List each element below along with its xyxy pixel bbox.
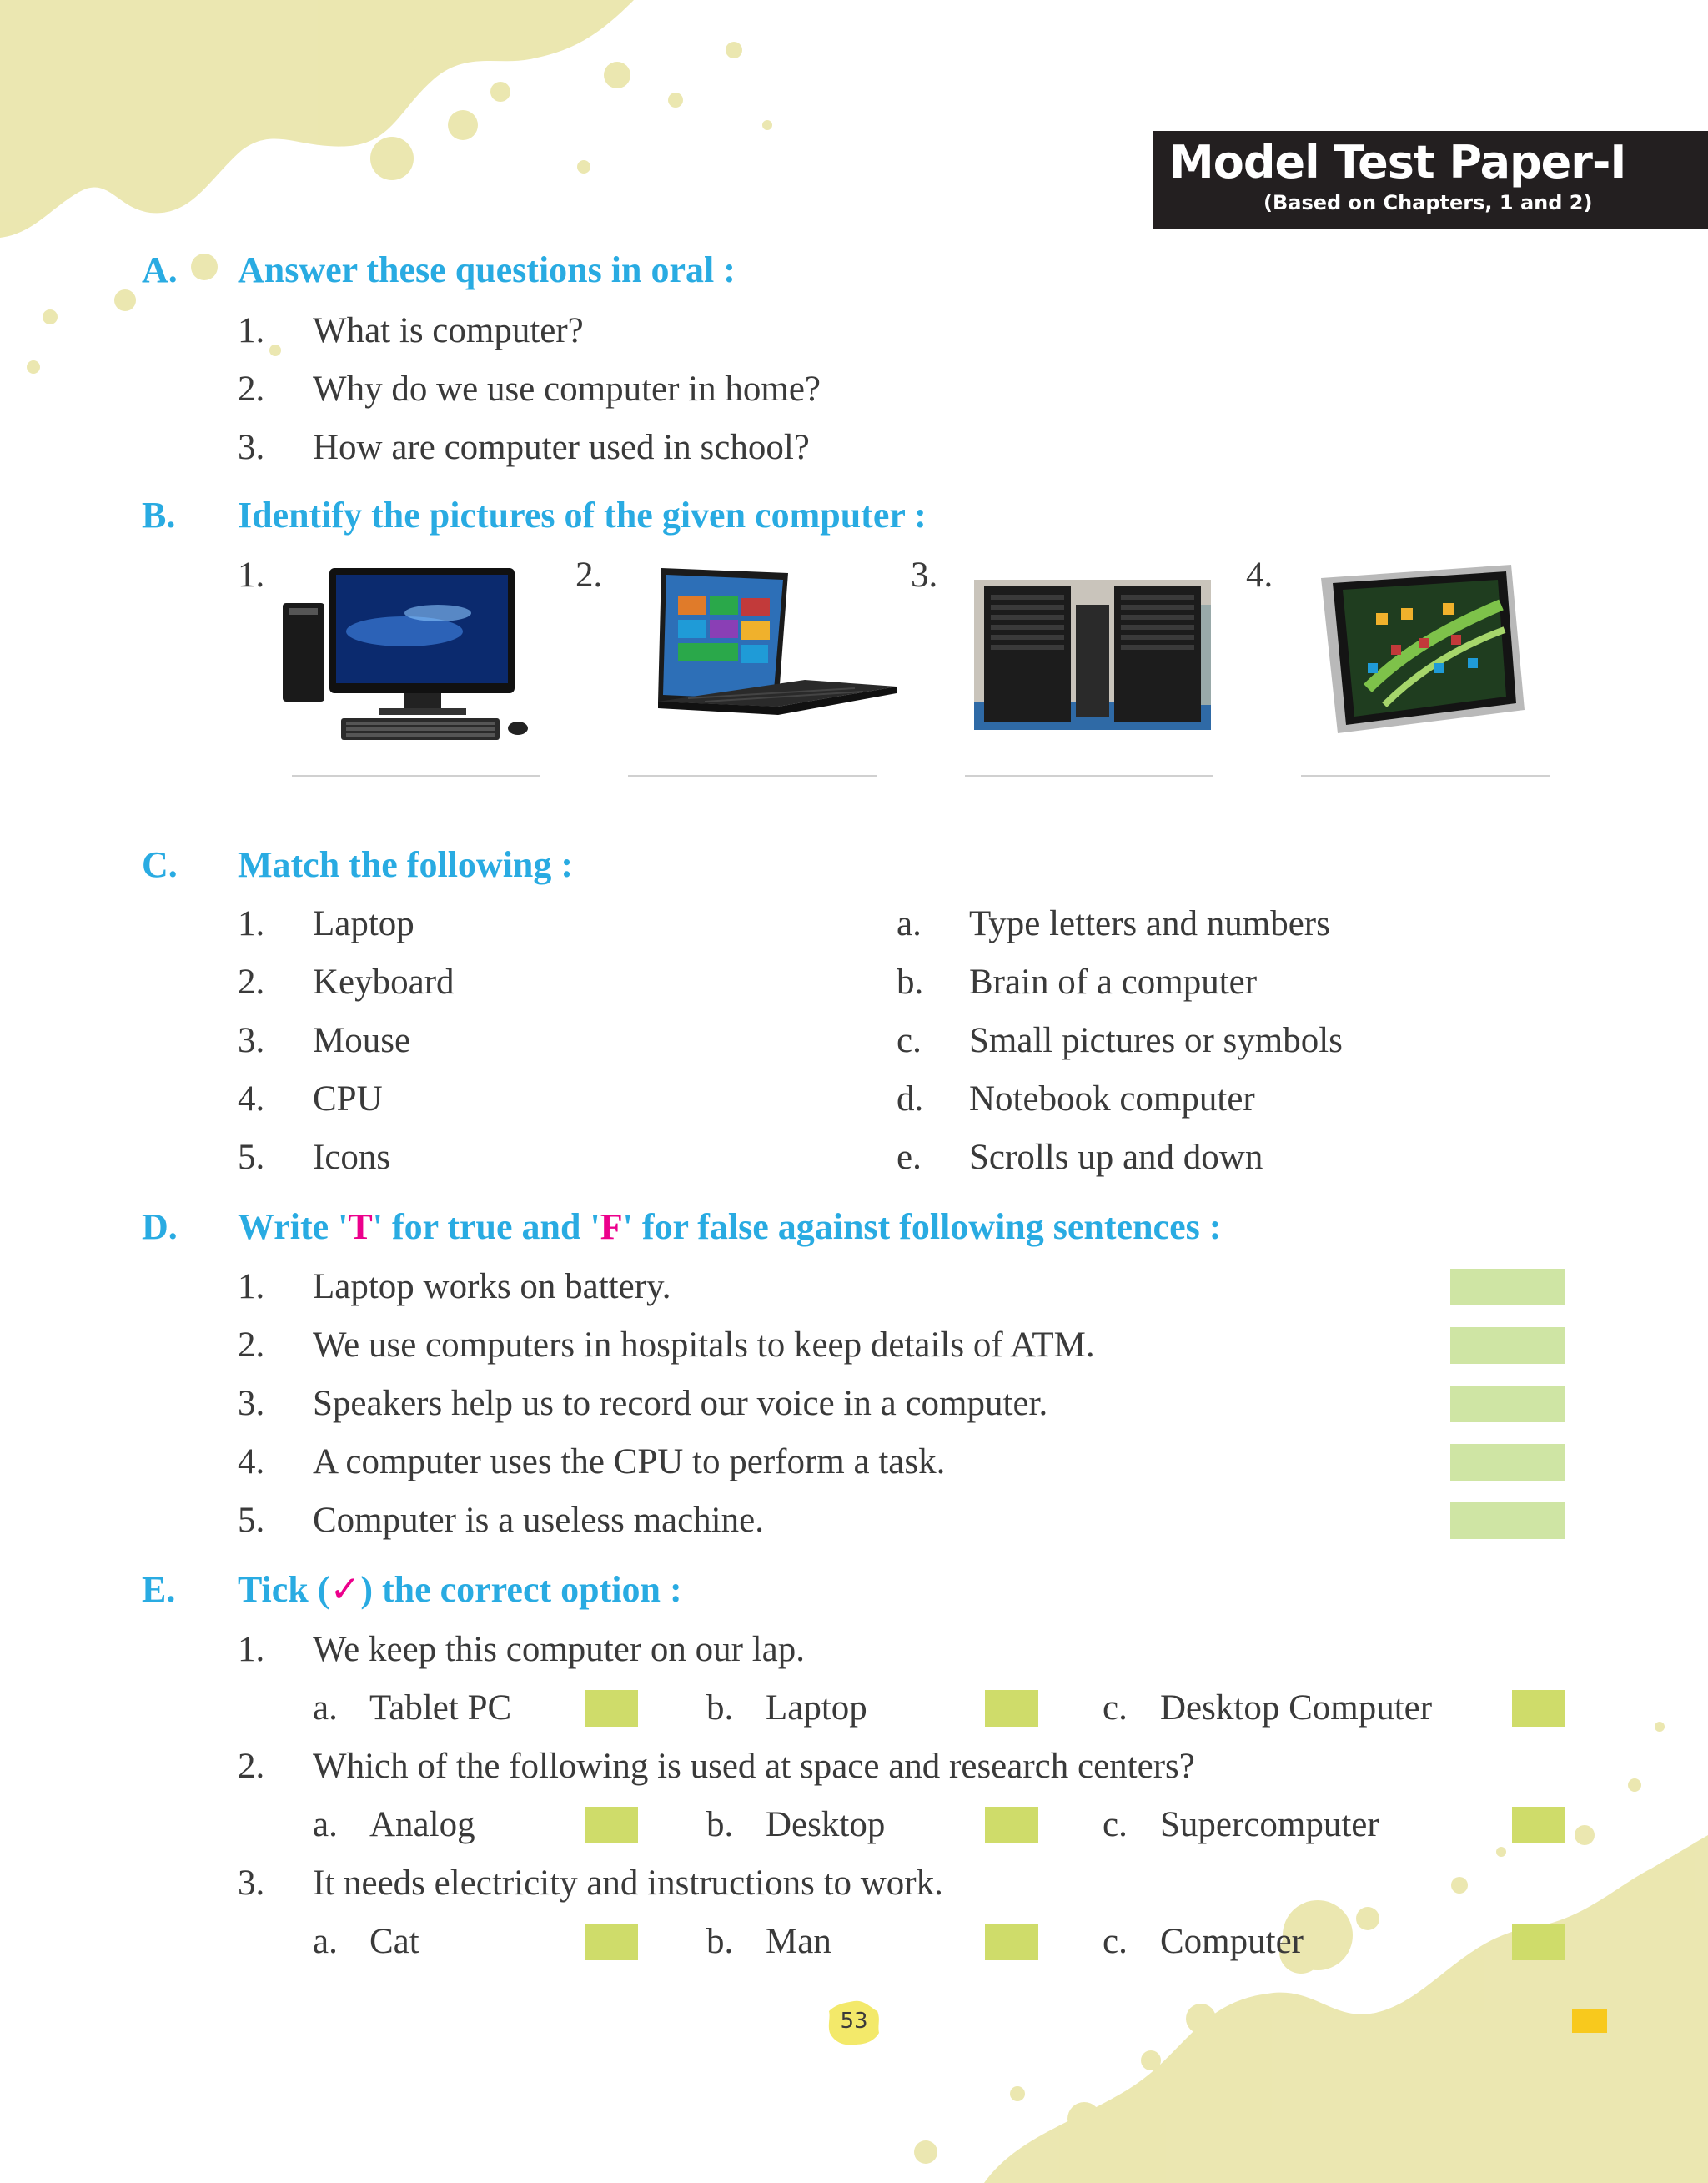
page-subtitle: (Based on Chapters, 1 and 2): [1263, 191, 1593, 214]
match-left-item: Mouse: [313, 1021, 411, 1060]
option-letter: a.: [313, 1805, 338, 1844]
statement-number: 1.: [238, 1267, 265, 1306]
option-text: Laptop: [766, 1688, 867, 1728]
match-right-item: Type letters and numbers: [969, 904, 1330, 943]
question-text: It needs electricity and instructions to work.: [313, 1864, 943, 1903]
section-e-title: Tick (✓) the correct option :: [238, 1568, 682, 1611]
section-a-letter: A.: [142, 249, 178, 290]
true-false-answer-box[interactable]: [1450, 1269, 1565, 1305]
statement-text: Computer is a useless machine.: [313, 1501, 764, 1540]
match-left-number: 5.: [238, 1138, 265, 1177]
match-left-number: 3.: [238, 1021, 265, 1060]
match-right-item: Notebook computer: [969, 1079, 1255, 1119]
answer-line[interactable]: [628, 775, 877, 777]
match-left-number: 2.: [238, 963, 265, 1002]
tick-answer-box[interactable]: [985, 1690, 1038, 1727]
picture-number: 4.: [1246, 556, 1273, 595]
option-text: Cat: [369, 1922, 419, 1961]
statement-text: Laptop works on battery.: [313, 1267, 671, 1306]
question-number: 2.: [238, 370, 265, 409]
question-number: 3.: [238, 1864, 265, 1903]
tick-answer-box[interactable]: [1512, 1924, 1565, 1960]
option-letter: b.: [706, 1688, 734, 1728]
option-letter: b.: [706, 1922, 734, 1961]
section-c-letter: C.: [142, 844, 178, 885]
match-right-item: Scrolls up and down: [969, 1138, 1263, 1177]
match-left-item: Icons: [313, 1138, 391, 1177]
section-a-title: Answer these questions in oral :: [238, 249, 736, 290]
option-letter: b.: [706, 1805, 734, 1844]
false-letter: F: [600, 1206, 623, 1247]
title-banner: [1153, 131, 1708, 229]
tick-answer-box[interactable]: [1512, 1690, 1565, 1727]
option-text: Analog: [369, 1805, 475, 1844]
page-title: Model Test Paper-I: [1169, 136, 1626, 189]
section-b-title: Identify the pictures of the given computer :: [238, 495, 927, 536]
match-right-letter: b.: [897, 963, 924, 1002]
statement-number: 5.: [238, 1501, 265, 1540]
option-letter: c.: [1103, 1688, 1128, 1728]
option-text: Supercomputer: [1160, 1805, 1379, 1844]
page-number: 53: [840, 2009, 868, 2034]
section-b-letter: B.: [142, 495, 176, 536]
match-left-item: CPU: [313, 1079, 383, 1119]
tick-answer-box[interactable]: [985, 1807, 1038, 1843]
question-text: How are computer used in school?: [313, 428, 810, 467]
match-right-letter: c.: [897, 1021, 922, 1060]
match-right-letter: a.: [897, 904, 922, 943]
true-false-answer-box[interactable]: [1450, 1386, 1565, 1422]
laptop-icon: [655, 555, 905, 747]
statement-text: A computer uses the CPU to perform a task.: [313, 1442, 946, 1481]
true-false-answer-box[interactable]: [1450, 1502, 1565, 1539]
option-text: Computer: [1160, 1922, 1304, 1961]
tick-answer-box[interactable]: [585, 1690, 638, 1727]
picture-number: 3.: [911, 556, 938, 595]
tick-answer-box[interactable]: [585, 1807, 638, 1843]
match-left-item: Keyboard: [313, 963, 455, 1002]
match-right-letter: d.: [897, 1079, 924, 1119]
question-number: 3.: [238, 428, 265, 467]
answer-line[interactable]: [1301, 775, 1550, 777]
option-text: Desktop: [766, 1805, 886, 1844]
statement-number: 4.: [238, 1442, 265, 1481]
true-false-answer-box[interactable]: [1450, 1444, 1565, 1481]
section-c-title: Match the following :: [238, 844, 574, 885]
tick-answer-box[interactable]: [1512, 1807, 1565, 1843]
statement-text: Speakers help us to record our voice in a computer.: [313, 1384, 1048, 1423]
match-right-item: Small pictures or symbols: [969, 1021, 1343, 1060]
section-d-title: Write 'T' for true and 'F' for false against following sentences :: [238, 1206, 1222, 1247]
question-number: 1.: [238, 311, 265, 350]
match-left-number: 4.: [238, 1079, 265, 1119]
option-text: Tablet PC: [369, 1688, 512, 1728]
question-text: What is computer?: [313, 311, 584, 350]
answer-line[interactable]: [965, 775, 1213, 777]
match-left-item: Laptop: [313, 904, 414, 943]
tick-answer-box[interactable]: [585, 1924, 638, 1960]
statement-text: We use computers in hospitals to keep details of ATM.: [313, 1325, 1095, 1365]
match-left-number: 1.: [238, 904, 265, 943]
supercomputer-icon: [974, 555, 1224, 747]
match-right-item: Brain of a computer: [969, 963, 1258, 1002]
tick-mark-icon: ✓: [329, 1568, 361, 1611]
true-false-answer-box[interactable]: [1450, 1327, 1565, 1364]
statement-number: 3.: [238, 1384, 265, 1423]
section-e-letter: E.: [142, 1569, 176, 1610]
corner-marker: [1572, 2009, 1607, 2033]
true-letter: T: [348, 1206, 373, 1247]
tablet-icon: [1318, 555, 1568, 747]
desktop-computer-icon: [279, 555, 530, 747]
match-right-letter: e.: [897, 1138, 922, 1177]
option-letter: a.: [313, 1922, 338, 1961]
section-d-letter: D.: [142, 1206, 178, 1247]
option-letter: c.: [1103, 1922, 1128, 1961]
picture-number: 1.: [238, 556, 265, 595]
tick-answer-box[interactable]: [985, 1924, 1038, 1960]
answer-line[interactable]: [292, 775, 540, 777]
question-text: Why do we use computer in home?: [313, 370, 821, 409]
question-text: We keep this computer on our lap.: [313, 1630, 806, 1669]
statement-number: 2.: [238, 1325, 265, 1365]
option-letter: c.: [1103, 1805, 1128, 1844]
option-text: Man: [766, 1922, 831, 1961]
question-number: 1.: [238, 1630, 265, 1669]
picture-number: 2.: [575, 556, 603, 595]
question-text: Which of the following is used at space and research centers?: [313, 1747, 1195, 1786]
option-letter: a.: [313, 1688, 338, 1728]
question-number: 2.: [238, 1747, 265, 1786]
option-text: Desktop Computer: [1160, 1688, 1433, 1728]
